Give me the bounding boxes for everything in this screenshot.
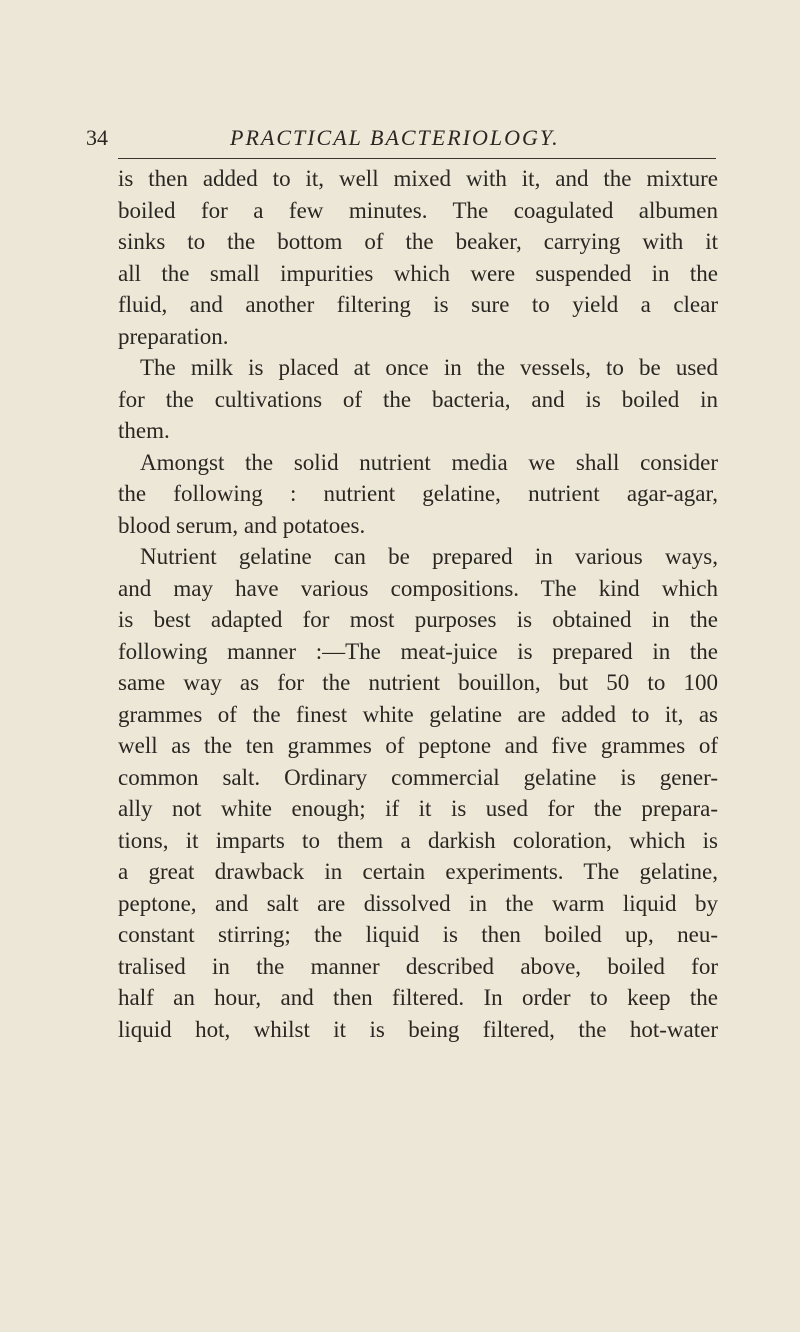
text-line: blood serum, and potatoes.: [118, 512, 366, 538]
text-line: following manner :—The meat-juice is prepared in the: [118, 638, 718, 664]
text-line: for the cultivations of the bacteria, and is boiled in: [118, 386, 718, 412]
running-title: PRACTICAL BACTERIOLOGY.: [230, 125, 560, 150]
text-line: The milk is placed at once in the vessels, to be used: [140, 355, 718, 380]
text-line: Amongst the solid nutrient media we shall consider: [140, 449, 718, 475]
text-line: boiled for a few minutes. The coagulated albumen: [118, 197, 718, 223]
text-line: common salt. Ordinary commercial gelatine is gener-: [118, 764, 718, 790]
text-line: is best adapted for most purposes is obtained in the: [118, 607, 718, 632]
text-line: liquid hot, whilst it is being filtered, the hot-water: [118, 1016, 718, 1042]
text-line: preparation.: [118, 323, 229, 349]
text-line: a great drawback in certain experiments. The gelatine,: [118, 859, 718, 884]
text-line: all the small impurities which were suspended in the: [118, 260, 718, 286]
header-rule: [118, 158, 716, 159]
body-text: [118, 163, 718, 1045]
text-line: the following : nutrient gelatine, nutrient agar-agar,: [118, 481, 718, 506]
text-line: tralised in the manner described above, boiled for: [118, 953, 718, 979]
text-line: them.: [118, 418, 170, 443]
text-line: peptone, and salt are dissolved in the warm liquid by: [118, 890, 718, 916]
text-line: fluid, and another filtering is sure to yield a clear: [118, 292, 718, 317]
text-line: sinks to the bottom of the beaker, carrying with it: [118, 229, 718, 254]
text-line: and may have various compositions. The kind which: [118, 575, 718, 601]
text-line: tions, it imparts to them a darkish coloration, which is: [118, 827, 718, 853]
page-header: [86, 124, 726, 158]
page-number: 34: [86, 125, 108, 150]
text-line: grammes of the finest white gelatine are added to it, as: [118, 701, 718, 727]
text-line: Nutrient gelatine can be prepared in various ways,: [140, 544, 718, 569]
text-line: well as the ten grammes of peptone and five grammes of: [118, 733, 718, 758]
text-line: ally not white enough; if it is used for the prepara-: [118, 796, 718, 821]
text-line: half an hour, and then filtered. In order to keep the: [118, 985, 718, 1010]
text-line: is then added to it, well mixed with it, and the mixture: [118, 166, 718, 191]
text-line: same way as for the nutrient bouillon, but 50 to 100: [118, 670, 718, 695]
text-line: constant stirring; the liquid is then boiled up, neu-: [118, 922, 718, 947]
